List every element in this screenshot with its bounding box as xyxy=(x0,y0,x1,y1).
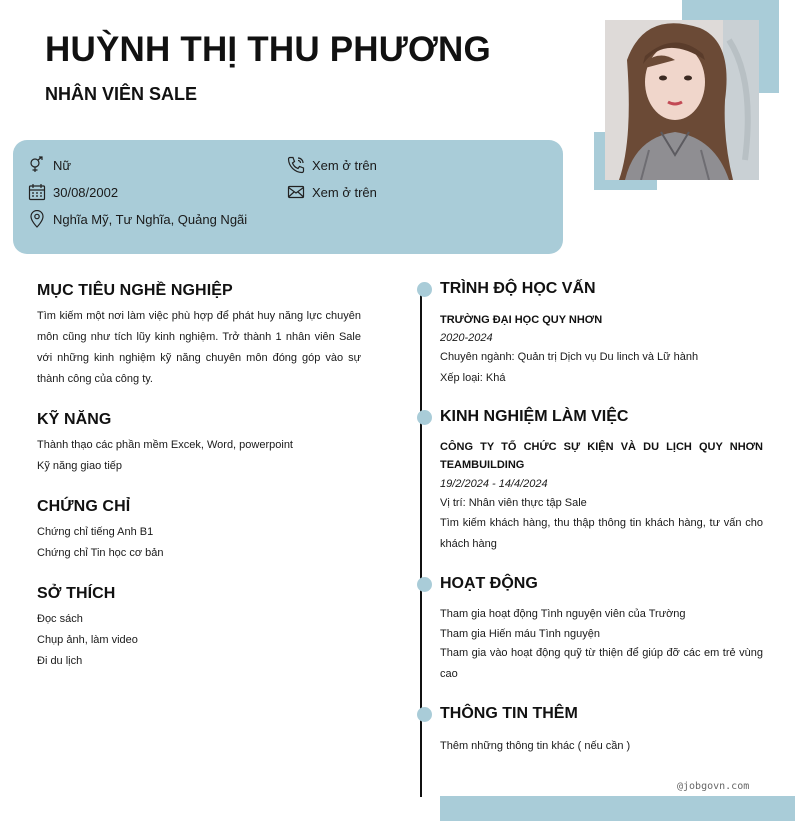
hobby-item: Đọc sách xyxy=(37,613,83,625)
education-grade: Xếp loại: Khá xyxy=(440,372,506,384)
watermark: @jobgovn.com xyxy=(677,781,750,792)
school-name: TRƯỜNG ĐẠI HỌC QUY NHƠN xyxy=(440,314,603,326)
candidate-name: HUỲNH THỊ THU PHƯƠNG xyxy=(45,30,491,69)
timeline-dot xyxy=(417,410,432,425)
objective-text: Tìm kiếm một nơi làm việc phù hợp để phát huy năng lực chuyên môn cũng như tích lũy kinh nghiệm. Trở thành 1 nhân viên Sale với những kinh nghiệm kỹ năng chuyên môn đóng góp vào sự thành công của công ty. xyxy=(37,310,361,385)
contact-email xyxy=(287,183,377,201)
mail-icon xyxy=(287,183,305,201)
education-period: 2020-2024 xyxy=(440,332,493,344)
education-heading: TRÌNH ĐỘ HỌC VẤN xyxy=(440,280,596,297)
job-title: NHÂN VIÊN SALE xyxy=(45,84,198,104)
skill-item: Kỹ năng giao tiếp xyxy=(37,460,123,472)
certificate-item: Chứng chỉ tiếng Anh B1 xyxy=(37,526,154,538)
skill-item: Thành thạo các phần mềm Excek, Word, powerpoint xyxy=(37,439,293,451)
hobbies-heading: SỞ THÍCH xyxy=(37,585,116,602)
contact-phone xyxy=(287,156,377,174)
contact-panel xyxy=(13,140,563,254)
birthdate-value: 30/08/2002 xyxy=(53,184,119,200)
hobby-item: Đi du lịch xyxy=(37,655,83,667)
experience-heading: KINH NGHIỆM LÀM VIỆC xyxy=(440,408,629,425)
company-name: CÔNG TY TỐ CHỨC SỰ KIỆN VÀ DU LỊCH QUY NHƠN TEAMBUILDING xyxy=(440,441,763,471)
certificate-item: Chứng chỉ Tin học cơ bản xyxy=(37,547,164,559)
phone-icon xyxy=(287,156,305,174)
skills-heading: KỸ NĂNG xyxy=(37,411,112,428)
timeline-dot xyxy=(417,577,432,592)
activity-item: Tham gia hoạt động Tình nguyện viên của Trường xyxy=(440,608,686,620)
experience-position: Vị trí: Nhân viên thực tập Sale xyxy=(440,497,587,509)
profile-photo xyxy=(605,20,759,180)
activity-item: Tham gia Hiến máu Tình nguyện xyxy=(440,628,600,640)
more-info-text: Thêm những thông tin khác ( nếu cần ) xyxy=(440,740,631,752)
experience-period: 19/2/2024 - 14/4/2024 xyxy=(440,478,548,490)
calendar-icon xyxy=(28,183,46,201)
experience-description: Tìm kiếm khách hàng, thu thập thông tin khách hàng, tư vấn cho khách hàng xyxy=(440,517,763,550)
contact-birthdate xyxy=(28,183,118,201)
timeline-dot xyxy=(417,282,432,297)
gender-value: Nữ xyxy=(53,157,72,173)
contact-gender xyxy=(28,156,71,174)
address-value: Nghĩa Mỹ, Tư Nghĩa, Quảng Ngãi xyxy=(53,211,248,227)
activities-heading: HOẠT ĐỘNG xyxy=(440,575,538,592)
objective-heading: MỤC TIÊU NGHỀ NGHIỆP xyxy=(37,282,233,299)
education-major: Chuyên ngành: Quản trị Dịch vụ Du linch và Lữ hành xyxy=(440,351,699,363)
email-value: Xem ở trên xyxy=(312,184,377,200)
contact-address xyxy=(28,210,247,228)
more-info-heading: THÔNG TIN THÊM xyxy=(440,705,578,722)
timeline-dot xyxy=(417,707,432,722)
phone-value: Xem ở trên xyxy=(312,157,377,173)
certificates-heading: CHỨNG CHỈ xyxy=(37,498,131,515)
location-icon xyxy=(28,210,46,228)
decorative-bottom-bar xyxy=(440,796,795,821)
activity-item: Tham gia vào hoạt động quỹ từ thiện để giúp đỡ các em trẻ vùng cao xyxy=(440,647,763,680)
gender-icon xyxy=(28,156,46,174)
hobby-item: Chụp ảnh, làm video xyxy=(37,634,138,646)
